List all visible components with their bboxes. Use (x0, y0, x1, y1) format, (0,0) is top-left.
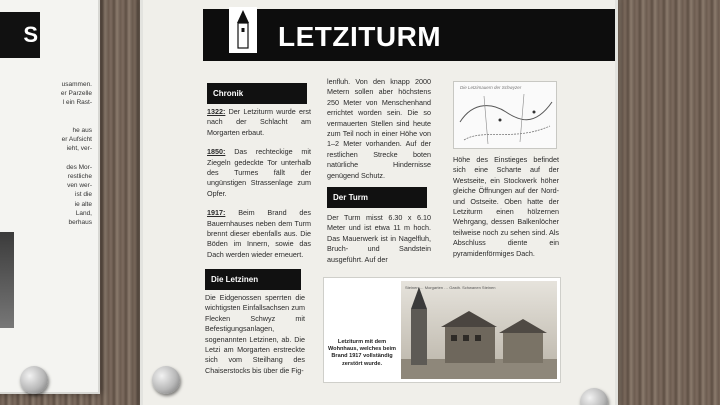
historic-photo (401, 281, 557, 379)
neighbour-text-line (0, 154, 92, 163)
chronik-entry-text: Beim Brand des Bauernhauses neben dem Turm brennt dieser ebenfalls aus. Die Böden im Innern, sowie das Dach werden wieder erneuert. (207, 208, 311, 259)
neighbour-sign-image (0, 232, 14, 328)
chronik-year: 1322: (207, 107, 226, 116)
map-drawing (454, 82, 557, 149)
neighbour-text-line: er Parzelle (60, 90, 92, 98)
mounting-screw (152, 366, 180, 394)
neighbour-text-line: ie alte (74, 200, 92, 208)
sign-title: LETZITURM (278, 21, 442, 52)
tower-icon (235, 9, 251, 49)
neighbour-text-line: l ein Rast- (62, 99, 92, 107)
wooden-wall-right (610, 0, 720, 405)
photo-top-caption: Steinen … Morgarten … Gasth. Schwanen Steinen (405, 285, 496, 290)
chronik-heading: Chronik (207, 83, 307, 104)
chronik-year: 1850: (207, 147, 226, 157)
letzi-map (453, 81, 557, 149)
neighbour-text-line: berhaus (68, 219, 92, 227)
neighbour-text-line: des Mor- (66, 163, 92, 171)
letzinen-text: Die Eidgenossen sperrten die wichtigsten Einfallsachsen zum Flecken Schwyz mit Befestigungsanlagen, sogenannten Letzinen, ab. Die Letzi am Morgarten erstreckte sich vom Steilhang des Chaiserstocks bis über die Fig- (205, 293, 305, 375)
chronik-entry-text: Das rechteckige mit Ziegeln gedeckte Tor unterhalb des Turmes fällt der ungünstigen Strassenlage zum Opfer. (207, 147, 311, 198)
neighbour-text-line: Land, (75, 209, 92, 217)
neighbour-text-line (0, 108, 92, 117)
chronik-entry-text: Der Letziturm wurde erst nach der Schlacht am Morgarten erbaut. (207, 107, 311, 137)
turm-heading: Der Turm (327, 187, 427, 208)
turm-text: Der Turm misst 6.30 x 6.10 Meter und ist etwa 11 m hoch. Das Mauerwerk ist in Nagelfluh, Bruch- und Sandstein ausgeführt. Auf der (327, 213, 431, 264)
chronik-text (207, 107, 311, 269)
photo-drawing (401, 281, 557, 379)
letzinen-continued-text: lenfluh. Von den knapp 2000 Metern sollen aber höchstens 250 Meter von Menschenhand errichtet worden sein. Die so vermauerten Stellen sind heute zum Teil noch in einer Höhe von 1–2 Meter vorhanden. Auf der restlichen Strecke boten natürliche Hindernisse genügend Schutz. (327, 77, 431, 180)
letzinen-heading: Die Letzinen (205, 269, 301, 290)
neighbour-text-line: ven wer- (67, 182, 92, 190)
chronik-entry (207, 107, 311, 138)
mounting-screw (20, 366, 48, 394)
neighbour-sign-text (0, 80, 92, 227)
neighbour-text-line: he aus (72, 127, 92, 135)
neighbour-text-line: ieht, ver- (66, 145, 92, 153)
chronik-entry (207, 147, 311, 199)
neighbour-text-line: usammen. (61, 81, 92, 88)
chronik-entry (207, 208, 311, 260)
neighbour-text-line: ist die (75, 191, 92, 199)
letziturm-sign (140, 0, 618, 405)
neighbour-sign-panel (0, 0, 100, 394)
neighbour-text-line (0, 117, 92, 126)
neighbour-sign-title: S (0, 12, 40, 58)
neighbour-text-line: restliche (67, 173, 92, 181)
map-caption: Die Letzimauern der Schwyzer (460, 85, 522, 90)
photo-caption: Letziturm mit dem Wohnhaus, welches beim Brand 1917 vollständig zerstört wurde. (328, 339, 396, 367)
chronik-year: 1917: (207, 208, 226, 218)
neighbour-text-line: er Aufsicht (61, 136, 92, 144)
turm-continued-text: Höhe des Einstieges befindet sich eine Scharte auf der Westseite, ein Stockwerk höher gleiche Öffnungen auf der Nord- und Ostseite. Oben hatte der Letziturm einen hölzernen Wehrgang, dessen Balkenlöcher teilweise noch zu sehen sind. Als Abschluss diente ein pyramidenförmiges Dach. (453, 155, 559, 258)
